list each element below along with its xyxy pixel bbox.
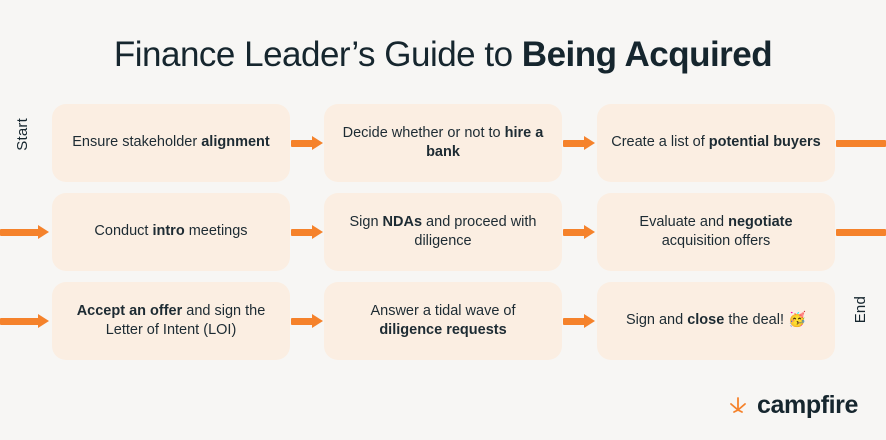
flow-step-5-text: Sign NDAs and proceed with diligence — [349, 213, 537, 249]
flow-step-9-text: Sign and close the deal! 🥳 — [625, 312, 807, 329]
flow-step-6-text: Evaluate and negotiate acquisition offers — [639, 213, 793, 249]
flow-step-4[interactable] — [52, 193, 290, 271]
flow-step-1-text: Ensure stakeholder alignment — [72, 134, 270, 151]
arrow-right-icon-4 — [563, 225, 595, 239]
arrow-right-icon-5 — [291, 314, 323, 328]
flow-step-6[interactable] — [597, 193, 835, 271]
arrow-right-icon-6 — [563, 314, 595, 328]
flow-step-1[interactable] — [52, 104, 290, 182]
arrow-right-icon-2 — [563, 136, 595, 150]
arrow-wrap-in-icon-1 — [0, 225, 50, 239]
end-label: End — [852, 296, 869, 324]
flow-step-8[interactable] — [324, 282, 562, 360]
flow-step-3[interactable] — [597, 104, 835, 182]
flow-step-7[interactable] — [52, 282, 290, 360]
flow-step-7-text: Accept an offer and sign the Letter of Intent (LOI) — [76, 302, 266, 338]
start-label: Start — [14, 118, 31, 151]
flow-row-2 — [0, 193, 886, 271]
page-title — [0, 0, 886, 75]
flow-row-3 — [0, 282, 886, 360]
arrow-wrap-out-icon-1 — [836, 136, 886, 150]
flow-step-8-text: Answer a tidal wave of diligence requests — [370, 302, 516, 338]
flow-step-3-text: Create a list of potential buyers — [611, 134, 821, 151]
arrow-wrap-in-icon-2 — [0, 314, 50, 328]
arrow-wrap-out-icon-2 — [836, 225, 886, 239]
brand-name: campfire — [756, 391, 858, 419]
flow-step-4-text: Conduct intro meetings — [94, 223, 248, 240]
page-title-bold: Being Acquired — [521, 35, 773, 74]
arrow-right-icon-3 — [291, 225, 323, 239]
flow-step-9[interactable] — [597, 282, 835, 360]
flow-step-2[interactable] — [324, 104, 562, 182]
page-title-plain: Finance Leader’s Guide to — [113, 35, 522, 74]
flowchart — [0, 104, 886, 372]
flow-step-2-text: Decide whether or not to hire a bank — [342, 124, 544, 160]
flow-row-1 — [0, 104, 886, 182]
brand-logo — [727, 391, 858, 420]
campfire-icon — [727, 395, 749, 417]
arrow-right-icon-1 — [291, 136, 323, 150]
flow-step-5[interactable] — [324, 193, 562, 271]
